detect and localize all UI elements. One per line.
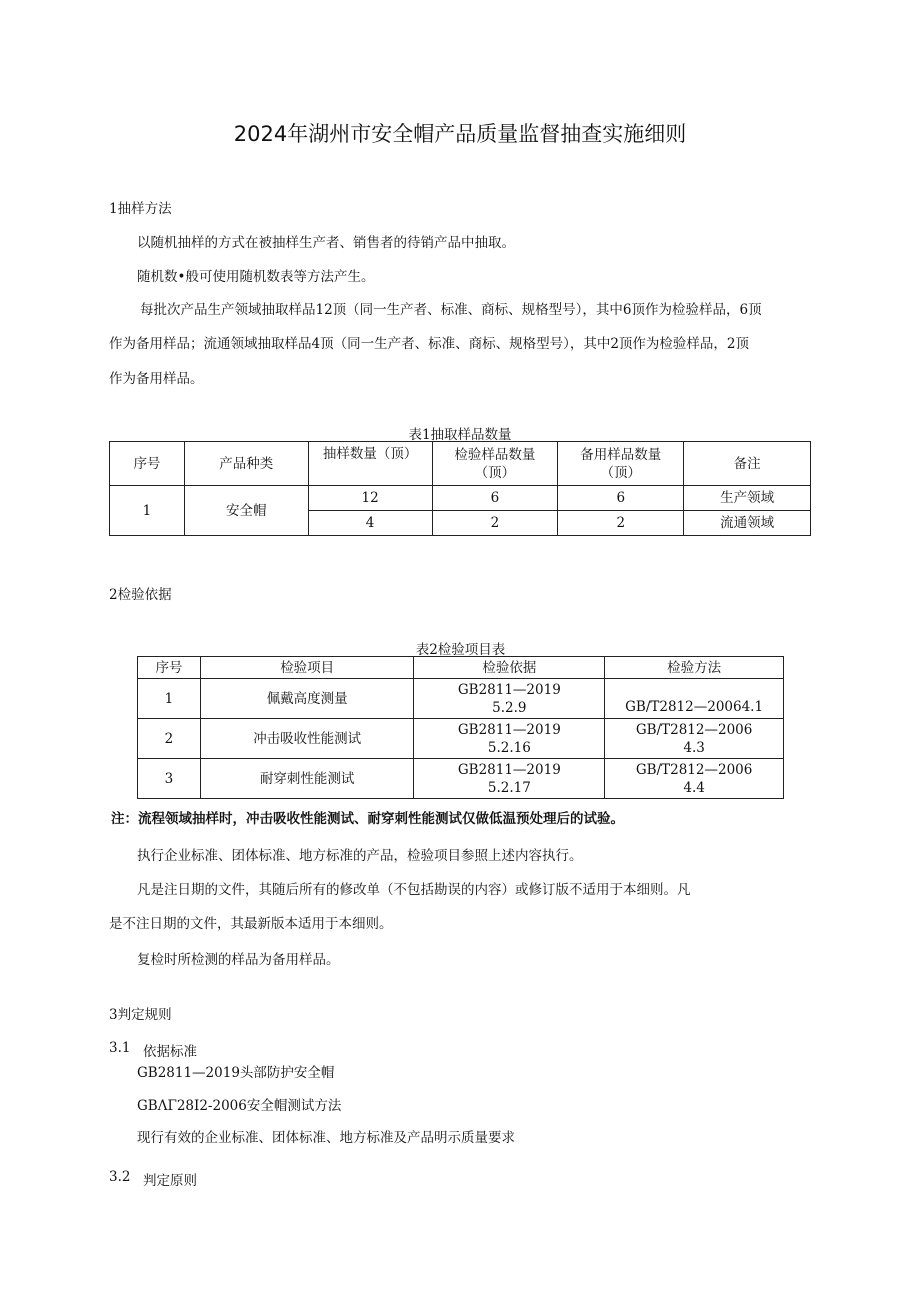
basis-standard: GB2811—2019 xyxy=(457,721,561,738)
table-cell xyxy=(605,719,784,759)
section-1-paragraph-3-line-1: 每批次产品生产领域抽取样品12顶（同一生产者、标准、商标、规格型号），其中6顶作为检验样品，6顶 xyxy=(140,302,762,318)
section-1-paragraph-3-line-2: 作为备用样品；流通领域抽取样品4顶（同一生产者、标准、商标、规格型号），其中2顶作为检验样品，2顶 xyxy=(109,336,750,352)
table-cell xyxy=(414,719,605,759)
section-2-paragraph-2-line-1: 凡是注日期的文件，其随后所有的修改单（不包括勘误的内容）或修订版不适用于本细则。凡 xyxy=(137,882,691,898)
table-header-row xyxy=(110,442,811,486)
header-cell xyxy=(558,442,684,486)
header-cell-line-2: （顶） xyxy=(474,464,516,481)
section-1-paragraph-1: 以随机抽样的方式在被抽样生产者、销售者的待销产品中抽取。 xyxy=(137,235,515,251)
table-cell: 6 xyxy=(432,486,558,511)
sample-quantity-table xyxy=(109,441,811,536)
subsection-3-2-title: 判定原则 xyxy=(143,1173,197,1189)
table-cell: 2 xyxy=(432,511,558,536)
header-cell xyxy=(432,442,558,486)
header-cell-line-1: 备用样品数量 xyxy=(580,446,662,463)
section-2-paragraph-3: 复检时所检测的样品为备用样品。 xyxy=(137,952,340,968)
table-cell: 1 xyxy=(110,486,185,536)
method-standard: GB/T2812—20064.1 xyxy=(625,699,764,715)
subsection-3-2-number: 3.2 xyxy=(109,1169,131,1185)
header-cell: 检验项目 xyxy=(200,657,414,679)
table-cell: 2 xyxy=(558,511,684,536)
table-cell: 1 xyxy=(138,679,201,719)
basis-clause: 5.2.17 xyxy=(487,779,531,796)
subsection-3-1-number: 3.1 xyxy=(109,1040,131,1056)
basis-standard: GB2811—2019 xyxy=(457,681,561,698)
standard-item-3: 现行有效的企业标准、团体标准、地方标准及产品明示质量要求 xyxy=(137,1130,515,1146)
header-cell-line-2: （顶） xyxy=(600,464,641,481)
table-cell xyxy=(414,759,605,799)
section-2-heading: 2检验依据 xyxy=(109,587,172,603)
section-2-paragraph-2-line-2: 是不注日期的文件，其最新版本适用于本细则。 xyxy=(109,916,393,932)
standard-item-1: GB2811—2019头部防护安全帽 xyxy=(137,1065,335,1081)
table-cell: 4 xyxy=(308,511,432,536)
header-cell: 序号 xyxy=(110,442,185,486)
header-cell: 备注 xyxy=(684,442,811,486)
table-header-row xyxy=(138,657,784,679)
section-1-heading: 1抽样方法 xyxy=(109,201,172,217)
header-cell: 抽样数量（顶） xyxy=(308,442,432,486)
table-cell xyxy=(605,679,784,719)
basis-clause: 5.2.9 xyxy=(492,699,527,716)
section-1-paragraph-3-line-3: 作为备用样品。 xyxy=(109,371,204,387)
table-2-note: 注：流程领域抽样时，冲击吸收性能测试、耐穿刺性能测试仅做低温预处理后的试验。 xyxy=(111,811,624,827)
table-row xyxy=(138,759,784,799)
method-standard: GB/T2812—2006 xyxy=(635,761,753,778)
section-1-paragraph-2: 随机数•般可使用随机数表等方法产生。 xyxy=(137,269,375,285)
table-cell: 2 xyxy=(138,719,201,759)
method-clause: 4.4 xyxy=(683,779,705,796)
header-cell: 检验依据 xyxy=(414,657,605,679)
page-title: 2024年湖州市安全帽产品质量监督抽查实施细则 xyxy=(233,122,687,146)
subsection-3-1-title: 依据标准 xyxy=(143,1044,197,1060)
header-cell-line-1: 检验样品数量 xyxy=(454,446,536,463)
section-3-heading: 3判定规则 xyxy=(109,1007,172,1023)
table-1-caption: 表1抽取样品数量 xyxy=(408,427,512,443)
table-cell xyxy=(605,759,784,799)
table-cell: 12 xyxy=(308,486,432,511)
table-cell: 3 xyxy=(138,759,201,799)
header-cell: 产品种类 xyxy=(184,442,308,486)
table-cell: 流通领域 xyxy=(684,511,811,536)
table-cell: 生产领域 xyxy=(684,486,811,511)
table-cell: 安全帽 xyxy=(184,486,308,536)
method-clause: 4.3 xyxy=(683,739,705,756)
inspection-items-table xyxy=(137,656,784,799)
table-cell xyxy=(414,679,605,719)
table-cell: 耐穿刺性能测试 xyxy=(200,759,414,799)
standard-item-2: GBΛΓ28I2-2006安全帽测试方法 xyxy=(137,1098,342,1114)
method-standard: GB/T2812—2006 xyxy=(635,721,753,738)
table-cell: 冲击吸收性能测试 xyxy=(200,719,414,759)
table-row xyxy=(138,719,784,759)
header-cell: 检验方法 xyxy=(605,657,784,679)
table-2-caption: 表2检验项目表 xyxy=(415,642,506,658)
table-row xyxy=(138,679,784,719)
basis-clause: 5.2.16 xyxy=(487,739,531,756)
basis-standard: GB2811—2019 xyxy=(457,761,561,778)
header-cell: 序号 xyxy=(138,657,201,679)
table-row xyxy=(110,486,811,511)
section-2-paragraph-1: 执行企业标准、团体标准、地方标准的产品，检验项目参照上述内容执行。 xyxy=(137,848,583,864)
table-cell: 佩戴高度测量 xyxy=(200,679,414,719)
table-cell: 6 xyxy=(558,486,684,511)
